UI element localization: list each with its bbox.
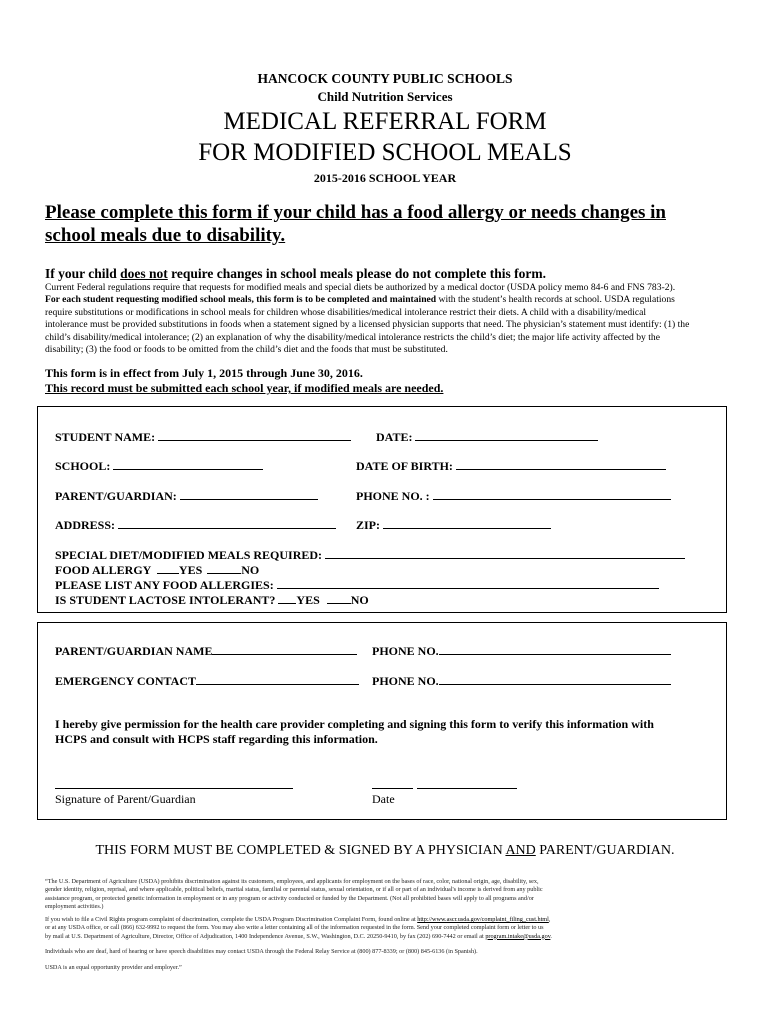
relay-service-note: Individuals who are deaf, hard of hearing or have speech disabilities may contact USDA through the Federal Relay Service at (800) 877-8339; or (800) 845-6136 (in Spanish). (45, 948, 478, 955)
headline-line2: school meals due to disability. (45, 225, 286, 246)
lactose-yes-input[interactable] (278, 592, 296, 604)
do-not-complete-notice: If your child does not require changes in school meals please do not complete this form. (45, 266, 547, 281)
notice-emphasis: does not (120, 266, 168, 281)
phone-field[interactable]: PHONE NO. : (356, 488, 671, 504)
parent-guardian-name-input[interactable] (212, 643, 357, 655)
program-intake-email-link[interactable]: program.intake@usda.gov (485, 932, 551, 940)
school-input[interactable] (113, 458, 263, 470)
student-name-field[interactable]: STUDENT NAME: (55, 429, 351, 445)
parent-phone-field[interactable]: PHONE NO. (372, 643, 671, 659)
zip-field[interactable]: ZIP: (356, 517, 551, 533)
emergency-contact-input[interactable] (196, 673, 359, 685)
dob-input[interactable] (456, 458, 666, 470)
date-label: Date (372, 792, 395, 806)
phone-input[interactable] (433, 488, 671, 500)
lactose-no-input[interactable] (327, 592, 351, 604)
special-diet-input[interactable] (325, 547, 685, 559)
school-year: 2015-2016 SCHOOL YEAR (313, 171, 457, 185)
date-line-part2[interactable] (417, 788, 517, 789)
food-allergy-field[interactable]: FOOD ALLERGY YES NO (55, 563, 260, 577)
food-allergy-yes-input[interactable] (157, 562, 179, 574)
effective-dates: This form is in effect from July 1, 2015 through June 30, 2016. (45, 366, 363, 380)
parent-phone-input[interactable] (439, 643, 671, 655)
physician-signature-requirement: THIS FORM MUST BE COMPLETED & SIGNED BY A PHYSICIAN AND PARENT/GUARDIAN. (95, 843, 675, 858)
date-line-part1[interactable] (372, 788, 413, 789)
food-allergies-list-field[interactable]: PLEASE LIST ANY FOOD ALLERGIES: (55, 577, 659, 593)
nondiscrimination-statement: “The U.S. Department of Agriculture (USDA) prohibits discrimination against its customers, employees, and applicants for employment on the bases of race, color, national origin, age, disability, sex, gender identity, religion, reprisal, and where applicable, political beliefs, marital status, familial or parental status, sexual orientation, or if all or part of an individual's income is derived from any public assistance program, or protected genetic information in employment or in any program or activity conducted or funded by the Department. (Not all prohibited bases will apply to all programs and/or employment activities.) (45, 878, 543, 910)
lactose-intolerant-field[interactable]: IS STUDENT LACTOSE INTOLERANT? YES NO (55, 593, 369, 607)
parent-guardian-input[interactable] (180, 488, 318, 500)
district-name: HANCOCK COUNTY PUBLIC SCHOOLS (257, 71, 513, 86)
student-name-input[interactable] (158, 429, 351, 441)
equal-opportunity-statement: USDA is an equal opportunity provider and employer.” (45, 964, 182, 971)
signature-label: Signature of Parent/Guardian (55, 792, 196, 806)
permission-statement: I hereby give permission for the health care provider completing and signing this form to verify this information with HCPS and consult with HCPS staff regarding this information. (55, 717, 654, 746)
date-input[interactable] (415, 429, 598, 441)
form-title-line1: MEDICAL REFERRAL FORM (223, 108, 547, 135)
special-diet-field[interactable]: SPECIAL DIET/MODIFIED MEALS REQUIRED: (55, 547, 685, 563)
emergency-phone-field[interactable]: PHONE NO. (372, 673, 671, 689)
emergency-contact-field[interactable]: EMERGENCY CONTACT (55, 673, 359, 689)
zip-input[interactable] (383, 517, 551, 529)
food-allergies-list-input[interactable] (277, 577, 659, 589)
parent-guardian-name-field[interactable]: PARENT/GUARDIAN NAME (55, 643, 357, 659)
address-field[interactable]: ADDRESS: (55, 517, 336, 533)
parent-guardian-field[interactable]: PARENT/GUARDIAN: (55, 488, 318, 504)
regulations-paragraph: Current Federal regulations require that requests for modified meals and special diets be authorized by a medical doctor (USDA policy memo 84-6 and FNS 783-2). For each student requesting modified school meals, this form is to be completed and maintained with the student’s health records at school. USDA regulations require substitutions or modifications in school meals for children whose disabilities/medical intolerance restrict their diets. A child with a disability/medical intolerance must be provided substitutions in foods when a statement signed by a licensed physician supports that need. The physician’s statement must identify: (1) the child’s disability/medical intolerance; (2) an explanation of why the disability/medical intolerance restricts the child’s diet; the major life activity affected by the disability; (3) the food or foods to be omitted from the child’s diet and the foods that must be substituted. (45, 282, 690, 356)
address-input[interactable] (118, 517, 336, 529)
form-title-line2: FOR MODIFIED SCHOOL MEALS (198, 139, 572, 166)
school-field[interactable]: SCHOOL: (55, 458, 263, 474)
emergency-phone-input[interactable] (439, 673, 671, 685)
date-field[interactable]: DATE: (376, 429, 598, 445)
headline-line1: Please complete this form if your child has a food allergy or needs changes in (45, 202, 666, 223)
food-allergy-no-input[interactable] (207, 562, 241, 574)
department-name: Child Nutrition Services (317, 89, 453, 104)
signature-line[interactable] (55, 788, 293, 789)
and-emphasis: AND (505, 843, 536, 858)
annual-submission-note: This record must be submitted each school year, if modified meals are needed. (45, 381, 444, 395)
complaint-form-link[interactable]: http://www.ascr.usda.gov/complaint_filing_cust.html (417, 916, 549, 923)
dob-field[interactable]: DATE OF BIRTH: (356, 458, 666, 474)
complaint-instructions: If you wish to file a Civil Rights program complaint of discrimination, complete the USDA Program Discrimination Complaint Form, found online at http://www.ascr.usda.gov/complaint_filing_cust.html, or at any USDA office, or call (866) 632-9992 to request the form. You may also write a letter containing all of the information requested in the form. Send your completed complaint form or letter to us by mail at U.S. Department of Agriculture, Director, Office of Adjudication, 1400 Independence Avenue, S.W., Washington, D.C. 20250-9410, by fax (202) 690-7442 or email at program.intake@usda.gov. (45, 916, 552, 940)
